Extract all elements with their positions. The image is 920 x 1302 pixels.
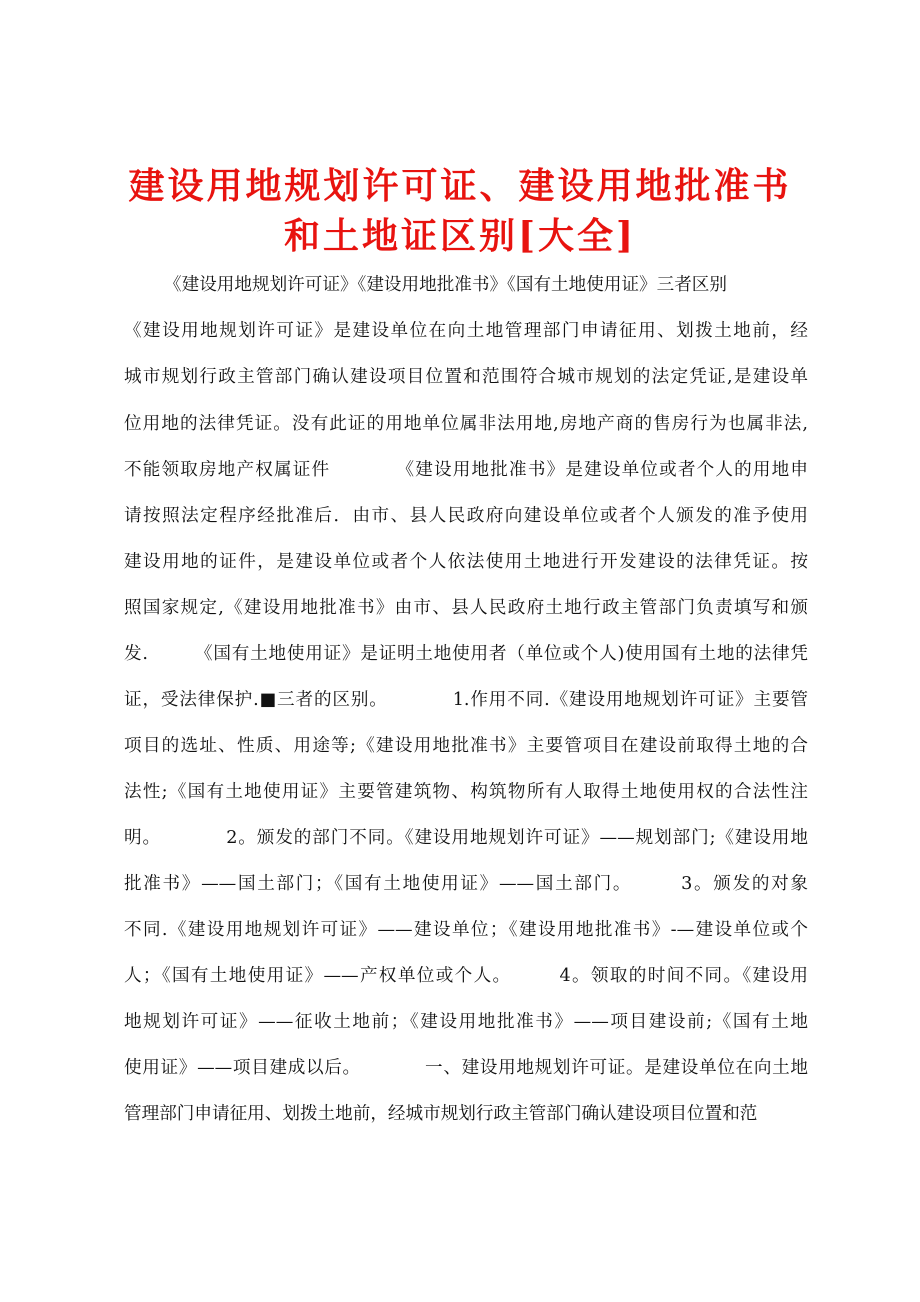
body-line-17: 地规划许可证》——征收土地前；《建设用地批准书》——项目建设前;《国有土地 xyxy=(124,1012,808,1032)
document-title-line-2: 和土地证区别[大全] xyxy=(283,215,637,257)
body-line-18: 使用证》——项目建成以后。 一、建设用地规划许可证。是建设单位在向土地 xyxy=(124,1058,808,1078)
body-line-1: 《建设用地规划许可证》《建设用地批准书》《国有土地使用证》三者区别 xyxy=(164,275,727,295)
document-title-line-1: 建设用地规划许可证、建设用地批准书 xyxy=(128,165,792,207)
body-line-7: 建设用地的证件，是建设单位或者个人依法使用土地进行开发建设的法律凭证。按 xyxy=(124,552,808,572)
body-line-16: 人；《国有土地使用证》——产权单位或个人。 4。领取的时间不同。《建设用 xyxy=(124,966,808,986)
body-line-6: 请按照法定程序经批准后．由市、县人民政府向建设单位或者个人颁发的准予使用 xyxy=(124,506,808,526)
body-line-4: 位用地的法律凭证。没有此证的用地单位属非法用地,房地产商的售房行为也属非法, xyxy=(124,414,808,434)
body-line-3: 城市规划行政主管部门确认建设项目位置和范围符合城市规划的法定凭证,是建设单 xyxy=(124,367,808,387)
body-line-19: 管理部门申请征用、划拨土地前，经城市规划行政主管部门确认建设项目位置和范 xyxy=(124,1104,758,1124)
body-line-15: 不同.《建设用地规划许可证》——建设单位；《建设用地批准书》-—建设单位或个 xyxy=(124,920,808,940)
body-line-12: 法性;《国有土地使用证》主要管建筑物、构筑物所有人取得土地使用权的合法性注 xyxy=(124,782,808,802)
body-line-10: 证，受法律保护.■三者的区别。 1.作用不同.《建设用地规划许可证》主要管 xyxy=(124,690,808,710)
body-line-5: 不能领取房地产权属证件 《建设用地批准书》是建设单位或者个人的用地申 xyxy=(124,460,808,480)
body-line-2: 《建设用地规划许可证》是建设单位在向土地管理部门申请征用、划拨土地前，经 xyxy=(124,321,808,341)
body-line-13: 明。 2。颁发的部门不同。《建设用地规划许可证》——规划部门;《建设用地 xyxy=(124,828,808,848)
body-line-11: 项目的选址、性质、用途等;《建设用地批准书》主要管项目在建设前取得土地的合 xyxy=(124,736,808,756)
body-line-8: 照国家规定,《建设用地批准书》由市、县人民政府土地行政主管部门负责填写和颁 xyxy=(124,598,808,618)
body-line-9: 发. 《国有土地使用证》是证明土地使用者（单位或个人)使用国有土地的法律凭 xyxy=(124,644,808,664)
body-line-14: 批准书》——国土部门；《国有土地使用证》——国土部门。 3。颁发的对象 xyxy=(124,874,808,894)
